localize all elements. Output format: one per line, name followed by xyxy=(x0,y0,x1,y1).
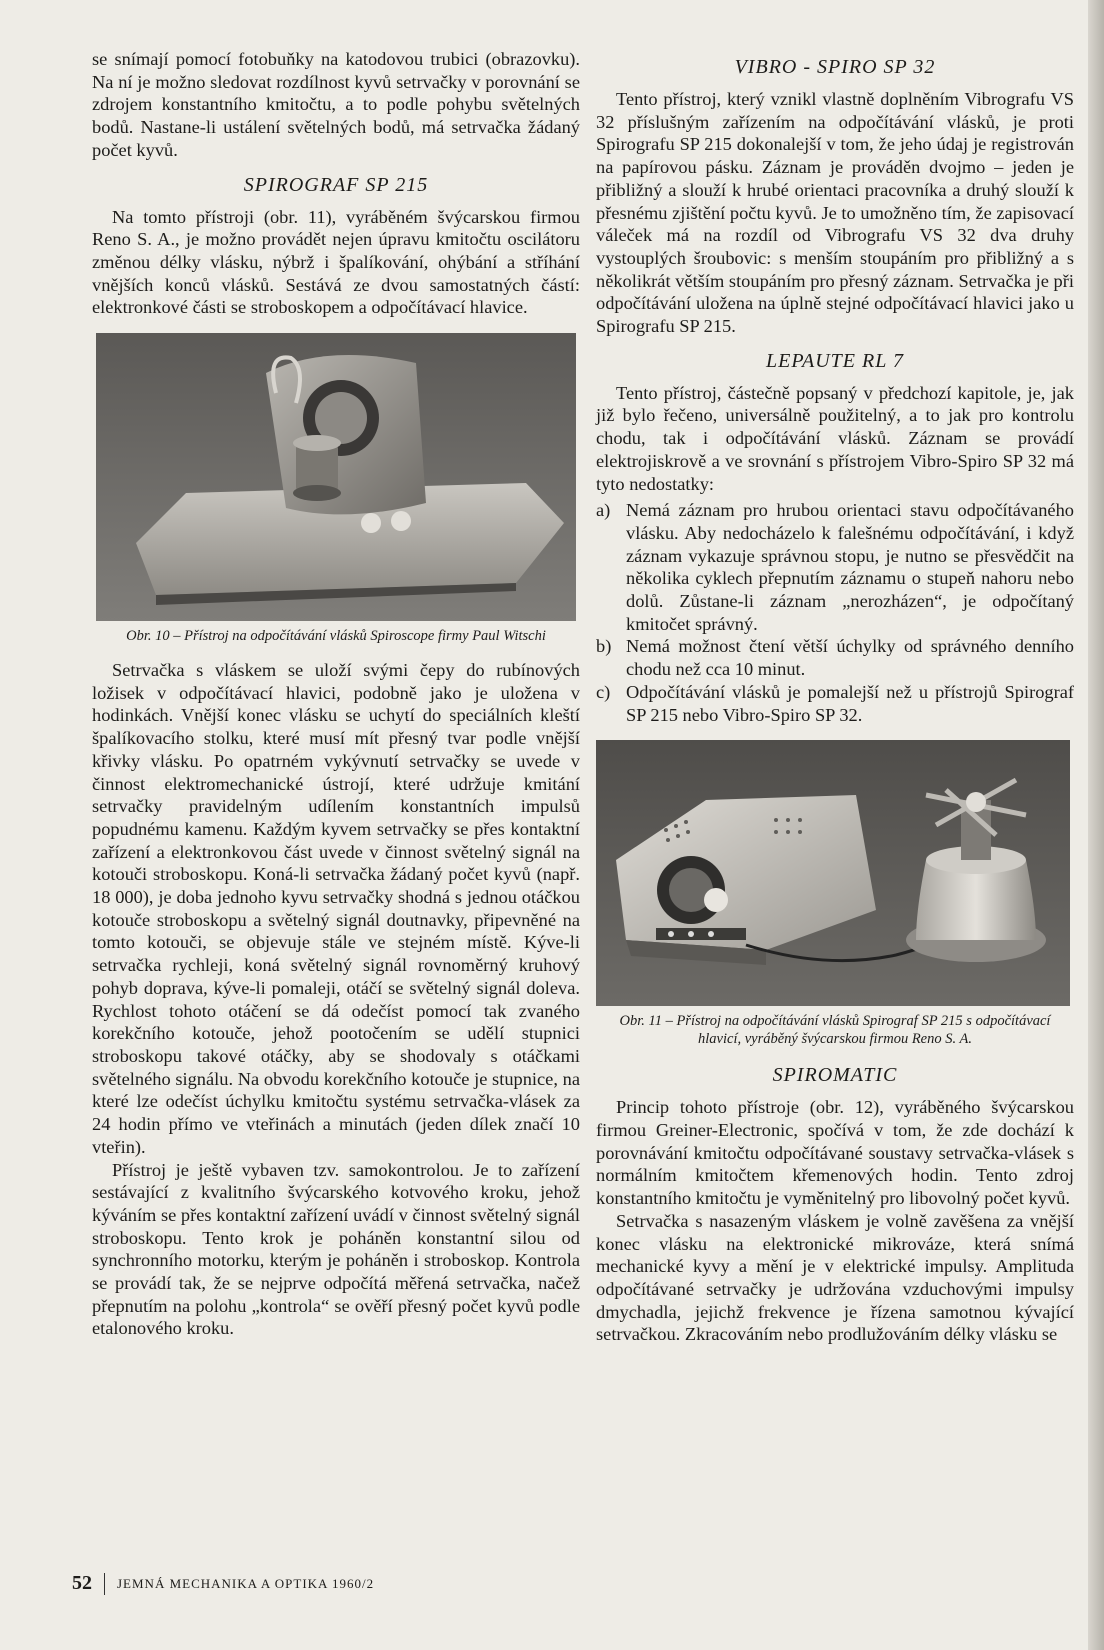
defect-marker: b) xyxy=(596,636,612,657)
heading-spiromatic: SPIROMATIC xyxy=(772,1064,898,1087)
left-column xyxy=(92,48,580,1340)
defect-item xyxy=(596,499,1074,635)
page-number: 52 xyxy=(72,1572,92,1594)
defect-marker: c) xyxy=(596,681,611,702)
paragraph-intro: se snímají pomocí fotobuňky na katodovou trubici (obrazovku). Na ní je možno sledovat rozdílnost kyvů setrvačky v porovnání se zdrojem konstantního kmitočtu, a to podle pohybu světelných bodů. Nastane-li ustálení světelných bodů, má setrvačka žádaný počet kyvů. xyxy=(92,49,580,160)
defect-text: Nemá možnost čtení větší úchylky od správného denního chodu než cca 10 minut. xyxy=(626,636,1074,680)
paragraph-lepaute: Tento přístroj, částečně popsaný v předchozí kapitole, je, jak již bylo řečeno, universálně použitelný, a to jak pro kontrolu chodu, tak i odpočítávání vlásků. Záznam se provádí elektrojiskrově a ve srovnání s přístrojem Vibro-Spiro SP 32 má tyto nedostatky: xyxy=(596,382,1074,494)
defect-item xyxy=(596,681,1074,726)
right-column xyxy=(596,48,1074,1346)
journal-name: JEMNÁ MECHANIKA A OPTIKA 1960/2 xyxy=(117,1575,375,1591)
defects-list xyxy=(596,499,1074,726)
paragraph-vibro-spiro: Tento přístroj, který vznikl vlastně doplněním Vibrografu VS 32 příslušným zařízením na odpočítávání vlásků, je proti Spirografu SP 215 dokonalejší v tom, že jeho údaj je registrován na papírovou pásku. Záznam je prováděn dvojmo – jeden je přibližný a slouží k hrubé orientaci pracovníka a druhý slouží k přesnému zjištění počtu kyvů. Je to umožněno tím, že zapisovací váleček má na rozdíl od Vibrografu VS 32 dva druhy vystouplých šroubovic: s menším stoupáním pro přibližný a s několikrát větším stoupáním pro přesný záznam. Setrvačka je při odpočítávání uložena na úplně stejné odpočítávací hlavici jako u Spirografu SP 215. xyxy=(596,89,1074,337)
caption-figure-10: Obr. 10 – Přístroj na odpočítávání vlásků Spiroscope firmy Paul Witschi xyxy=(126,628,546,645)
page-edge xyxy=(1088,0,1104,1650)
paragraph-spiromatic-1: Princip tohoto přístroje (obr. 12), vyráběného švýcarskou firmou Greiner-Electronic, spočívá v tom, že zde dochází k porovnávání kmitočtu odpočítávané soustavy setrvačka-vlásek s normálním kmitočtem křemenových hodin. Tento zdroj konstantního kmitočtu je vyměnitelný pro libovolný počet kyvů. xyxy=(596,1097,1074,1209)
figure-11-photo xyxy=(596,740,1070,1006)
spiroscope-device-illustration xyxy=(96,333,576,621)
heading-vibro-spiro: VIBRO - SPIRO SP 32 xyxy=(734,56,936,78)
defect-text: Nemá záznam pro hrubou orientaci stavu odpočítávaného vlásku. Aby nedocházelo k falešnému odpočítávání, i když záznam vykazuje správnou stopu, je nutno se přesvědčit na několika cyklech přepnutím záznamu o stupeň nahoru nebo dolů. Zůstane-li záznam „nerozházen“, je odpočítaný kmitočet správný. xyxy=(626,500,1074,634)
caption-figure-11: Obr. 11 – Přístroj na odpočítávání vlásků Spirograf SP 215 s odpočítávací hlavicí, vyráběný švýcarskou firmou Reno S. A. xyxy=(619,1013,1051,1048)
heading-lepaute: LEPAUTE RL 7 xyxy=(766,349,904,372)
paragraph-spirograf: Na tomto přístroji (obr. 11), vyráběném švýcarskou firmou Reno S. A., je možno provádět nejen úpravu kmitočtu oscilátoru změnou délky vlásku, nýbrž i špalíkování, ohýbání a stříhání vnějších konců vlásků. Sestává ze dvou samostatných částí: elektronkové části se stroboskopem a odpočítávací hlavice. xyxy=(92,206,580,318)
defect-text: Odpočítávání vlásků je pomalejší než u přístrojů Spirograf SP 215 nebo Vibro-Spiro SP 32. xyxy=(626,681,1074,725)
heading-spirograf: SPIROGRAF SP 215 xyxy=(243,173,429,196)
figure-10-photo xyxy=(96,333,576,621)
paragraph-samokontrola: Přístroj je ještě vybaven tzv. samokontrolou. Je to zařízení sestávající z kvalitního švýcarského kotvového kroku, jehož kýváním se přes kontaktní zařízení uvádí v činnost světelný signál stroboskopu. Tento krok je poháněn konstantní silou od synchronního motorku, kterým je poháněn i stroboskop. Kontrola se provádí tak, že se nejprve odpočítá měřená setrvačka, načež přepnutím na polohu „kontrola“ se ověří přesný počet kyvů podle etalonového kroku. xyxy=(92,1159,580,1339)
footer-divider xyxy=(104,1573,105,1595)
page-footer xyxy=(72,1572,374,1595)
paragraph-setrvacka: Setrvačka s vláskem se uloží svými čepy do rubínových ložisek v odpočítávací hlavici, podobně jako je uložena v hodinkách. Vnější konec vlásku se uchytí do speciálních kleští špalíkovacího stolku, které musí mít přesný tvar podle vnější křivky vlásku. Po opatrném vykývnutí setrvačky se uvede v činnost elektromechanické ústrojí, které udržuje kmitání setrvačky pravidelným udílením konstantních impulsů popudnému kamenu. Každým kyvem setrvačky se přes kontaktní zařízení a elektronkovou část uvede v činnost světelný signál na kotouči stroboskopu. Koná-li setrvačka žádaný počet kyvů (např. 18 000), je doba jednoho kyvu setrvačky shodná s jednou otáčkou kotouče stroboskopu a světelný signál doutnavky, připevněné na tomto kotouči, se objevuje stále ve stejném místě. Kýve-li setrvačka rychleji, koná světelný signál rovnoměrný kruhový pohyb doprava, kýve-li pomaleji, otáčí se světelný signál doleva. Rychlost tohoto otáčení se dá odečíst pomocí tak zvaného korekčního kotouče, jehož pootočením se udělí stupnici stroboskopu takové otáčky, aby se shodovaly s otáčkami světelného signálu. Na obvodu korekčního kotouče je stupnice, na které lze odečíst úchylku kmitočtu systému setrvačka-vlásek za 24 hodin přímo ve vteřinách a minutách (jeden dílek značí 10 vteřin). xyxy=(92,660,580,1157)
defect-marker: a) xyxy=(596,500,611,521)
paragraph-spiromatic-2: Setrvačka s nasazeným vláskem je volně zavěšena za vnější konec vlásku na elektronické mikrováze, která snímá mechanické kyvy a mění je v elektrické impulsy. Amplituda odpočítávané setrvačky je udržována vzduchovými impulsy dmychadla, jejichž frekvence je řízena samotnou kývající setrvačkou. Zkracováním nebo prodlužováním délky vlásku se xyxy=(596,1210,1074,1345)
spirograf-device-illustration xyxy=(596,740,1070,1006)
defect-item xyxy=(596,635,1074,680)
